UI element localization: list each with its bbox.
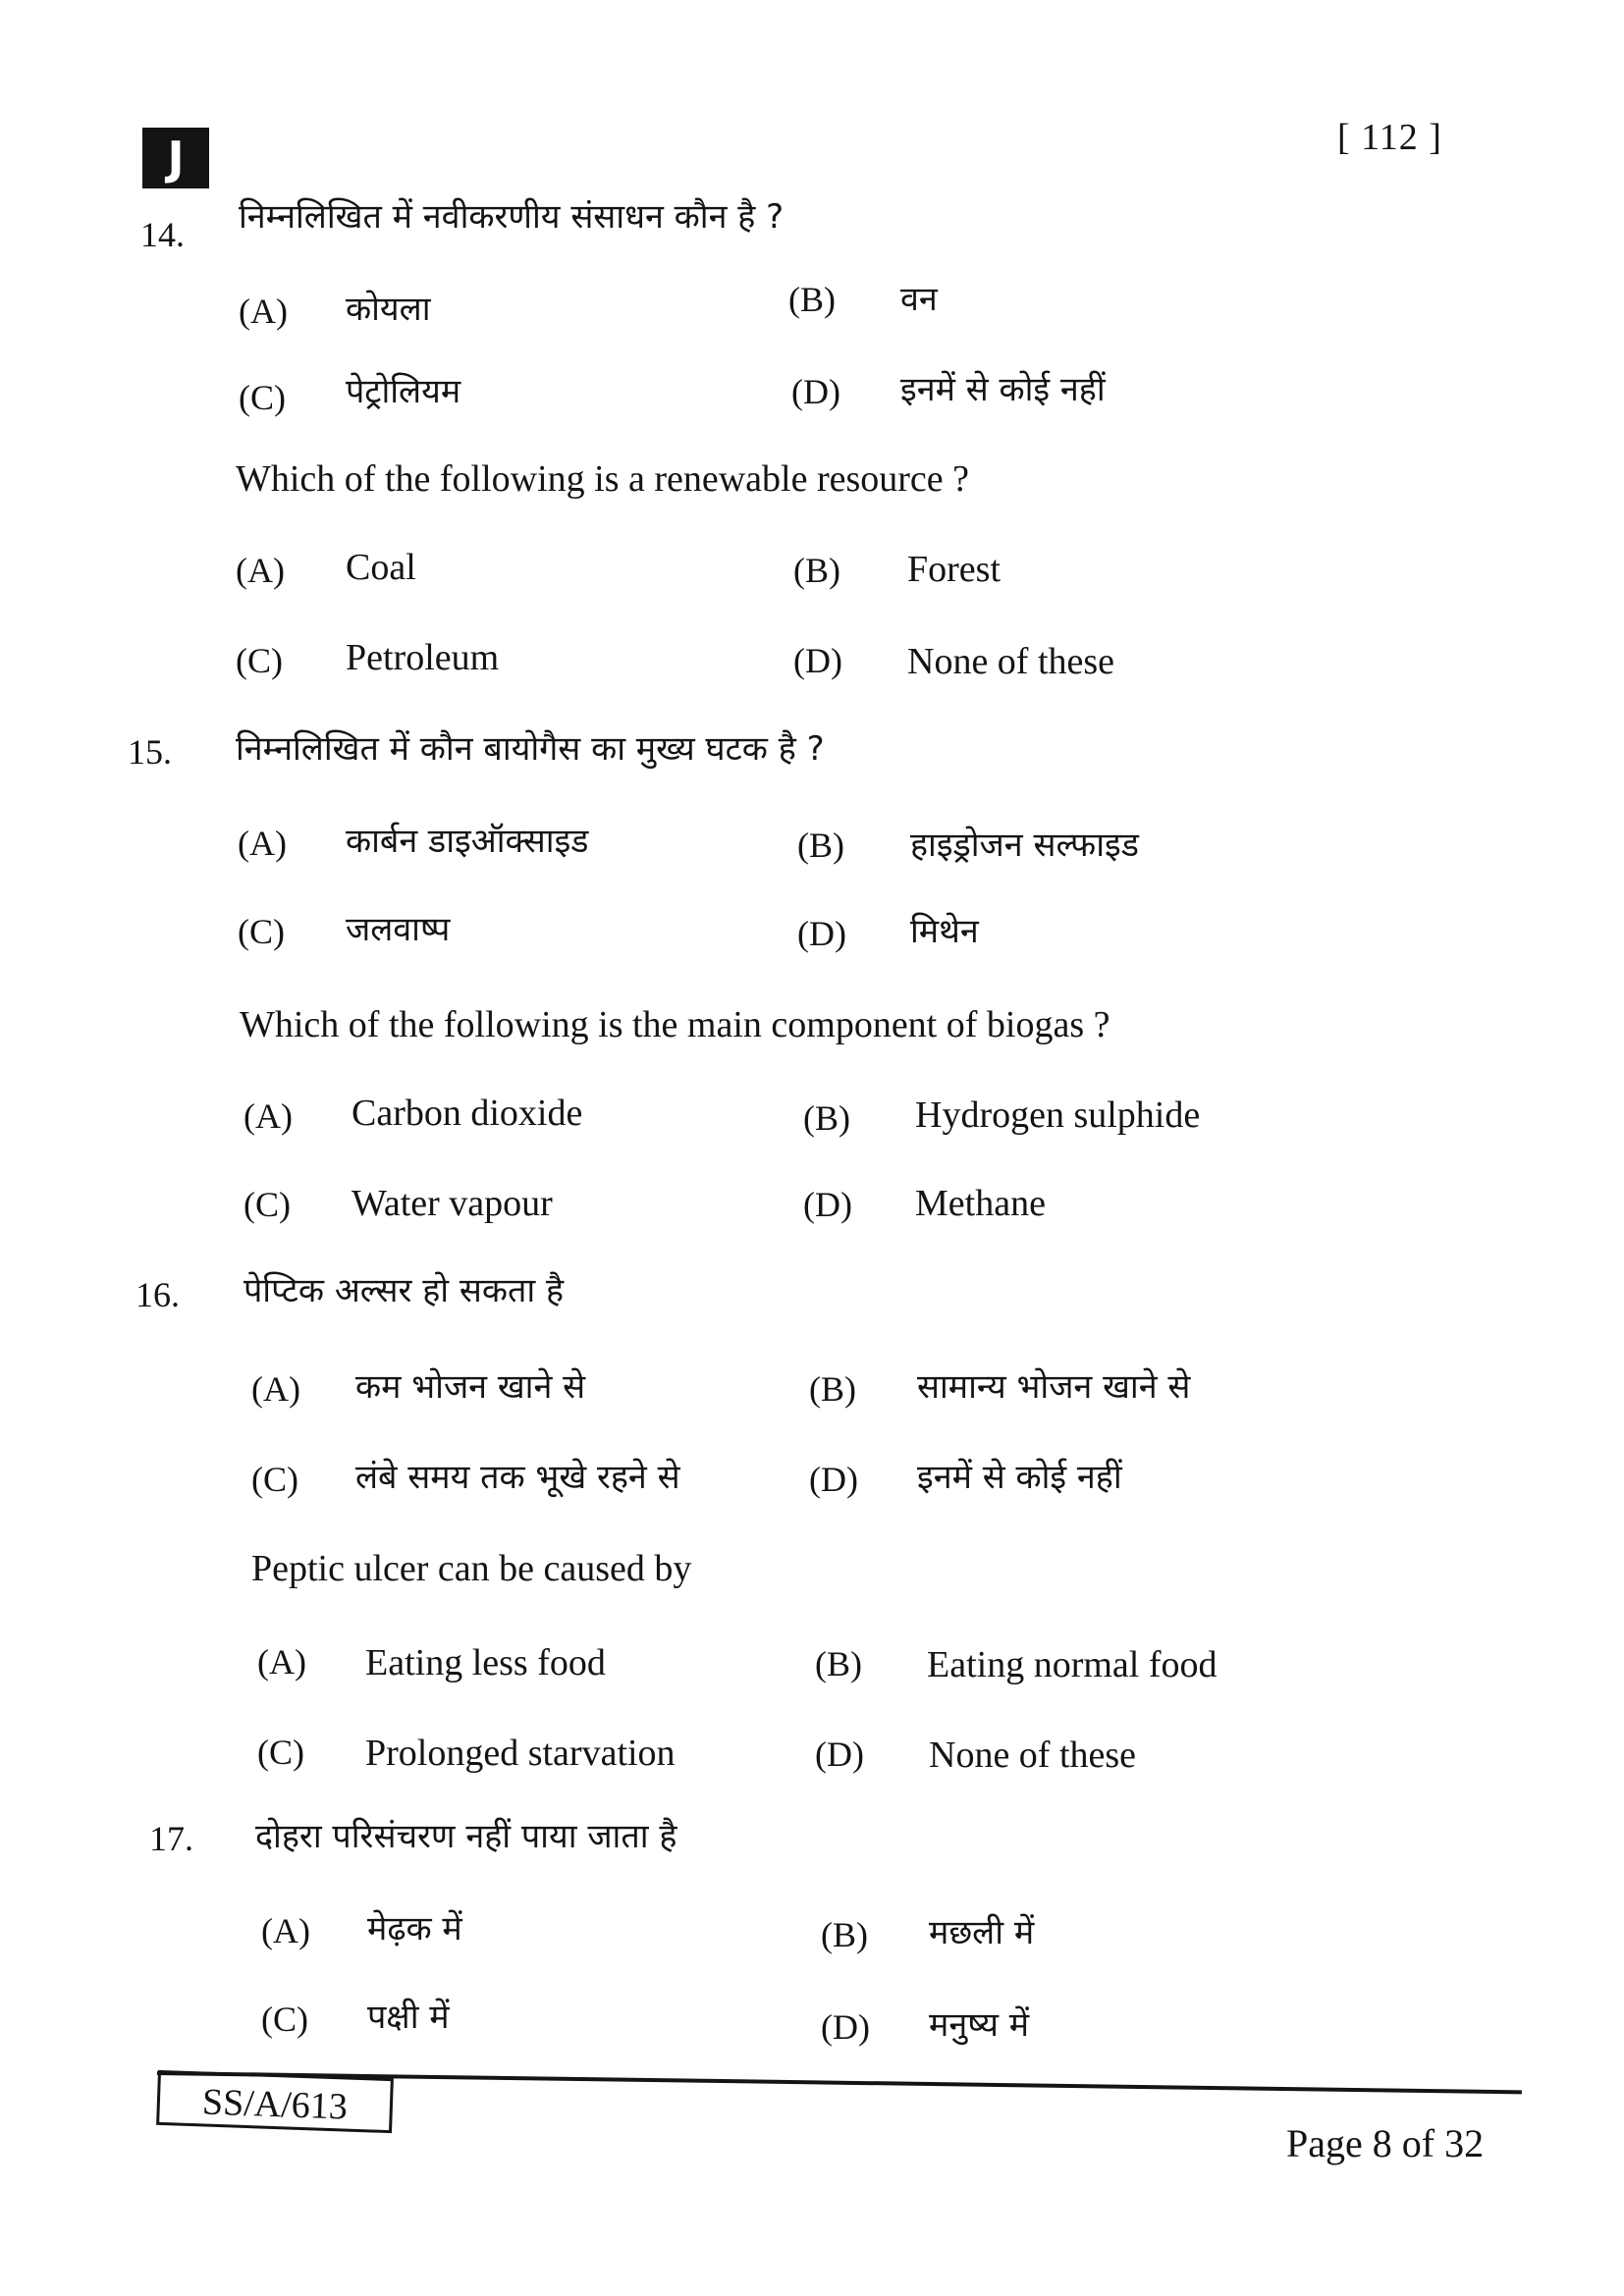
option-text: Eating normal food	[927, 1644, 1218, 1685]
question-text-hindi: निम्नलिखित में नवीकरणीय संसाधन कौन है ?	[239, 197, 785, 237]
paper-code: [ 112 ]	[1337, 117, 1442, 158]
option-label: (A)	[251, 1369, 300, 1409]
option-text: पक्षी में	[367, 1998, 450, 2037]
option-text: वन	[900, 280, 938, 319]
option-label: (A)	[239, 292, 288, 331]
option-text: कार्बन डाइऑक्साइड	[346, 822, 589, 861]
option-label: (D)	[797, 914, 846, 953]
question-text-english: Which of the following is the main component of biogas ?	[240, 1004, 1110, 1045]
set-code-badge: J	[142, 128, 209, 188]
option-text: मनुष्य में	[929, 2005, 1030, 2045]
option-label: (C)	[238, 912, 285, 951]
question-number: 14.	[140, 215, 185, 254]
option-label: (B)	[797, 826, 844, 865]
option-label: (B)	[809, 1369, 856, 1409]
paper-id-box: SS/A/613	[156, 2070, 394, 2133]
option-label: (C)	[239, 378, 286, 417]
option-label: (D)	[791, 372, 840, 411]
option-text: Carbon dioxide	[352, 1093, 583, 1134]
option-label: (D)	[809, 1460, 858, 1499]
option-label: (C)	[236, 641, 283, 680]
question-text-hindi: पेप्टिक अल्सर हो सकता है	[244, 1271, 565, 1310]
option-label: (B)	[815, 1644, 862, 1683]
option-text: Coal	[346, 547, 416, 588]
option-text: Petroleum	[346, 637, 500, 678]
option-label: (A)	[236, 551, 285, 590]
question-number: 15.	[128, 732, 172, 772]
option-label: (B)	[803, 1098, 850, 1138]
option-text: कोयला	[346, 290, 431, 329]
option-text: इनमें से कोई नहीं	[917, 1458, 1122, 1497]
option-label: (A)	[261, 1911, 310, 1950]
option-text: लंबे समय तक भूखे रहने से	[355, 1458, 680, 1497]
question-number: 16.	[135, 1275, 180, 1314]
option-text: इनमें से कोई नहीं	[900, 370, 1106, 409]
option-label: (A)	[244, 1096, 293, 1136]
option-text: मिथेन	[910, 912, 979, 951]
option-text: Hydrogen sulphide	[915, 1095, 1201, 1136]
option-label: (B)	[821, 1915, 868, 1954]
question-text-hindi: निम्नलिखित में कौन बायोगैस का मुख्य घटक है ?	[236, 729, 825, 769]
option-label: (C)	[251, 1460, 298, 1499]
option-text: पेट्रोलियम	[346, 372, 461, 411]
option-label: (D)	[803, 1185, 852, 1224]
option-label: (B)	[793, 551, 840, 590]
option-label: (B)	[788, 280, 836, 319]
question-number: 17.	[149, 1819, 193, 1858]
option-text: Eating less food	[365, 1642, 606, 1683]
option-text: सामान्य भोजन खाने से	[917, 1367, 1191, 1407]
question-text-english: Peptic ulcer can be caused by	[251, 1548, 692, 1589]
option-text: Water vapour	[352, 1183, 553, 1224]
option-text: मछली में	[929, 1913, 1035, 1952]
option-label: (C)	[257, 1733, 304, 1772]
question-text-hindi: दोहरा परिसंचरण नहीं पाया जाता है	[255, 1817, 677, 1856]
option-label: (D)	[815, 1735, 864, 1774]
option-label: (D)	[821, 2007, 870, 2047]
option-text: मेढ़क में	[367, 1909, 462, 1949]
option-text: हाइड्रोजन सल्फाइड	[910, 826, 1139, 865]
option-text: None of these	[929, 1735, 1137, 1776]
question-text-english: Which of the following is a renewable resource ?	[236, 458, 970, 500]
option-label: (A)	[238, 824, 287, 863]
option-text: Forest	[907, 549, 1001, 590]
option-label: (A)	[257, 1642, 306, 1682]
page-number: Page 8 of 32	[1286, 2121, 1485, 2165]
option-text: None of these	[907, 641, 1115, 682]
option-label: (C)	[244, 1185, 291, 1224]
option-label: (C)	[261, 2000, 308, 2039]
option-text: Methane	[915, 1183, 1046, 1224]
option-text: Prolonged starvation	[365, 1733, 676, 1774]
option-label: (D)	[793, 641, 842, 680]
option-text: जलवाष्प	[346, 910, 451, 949]
option-text: कम भोजन खाने से	[355, 1367, 586, 1407]
